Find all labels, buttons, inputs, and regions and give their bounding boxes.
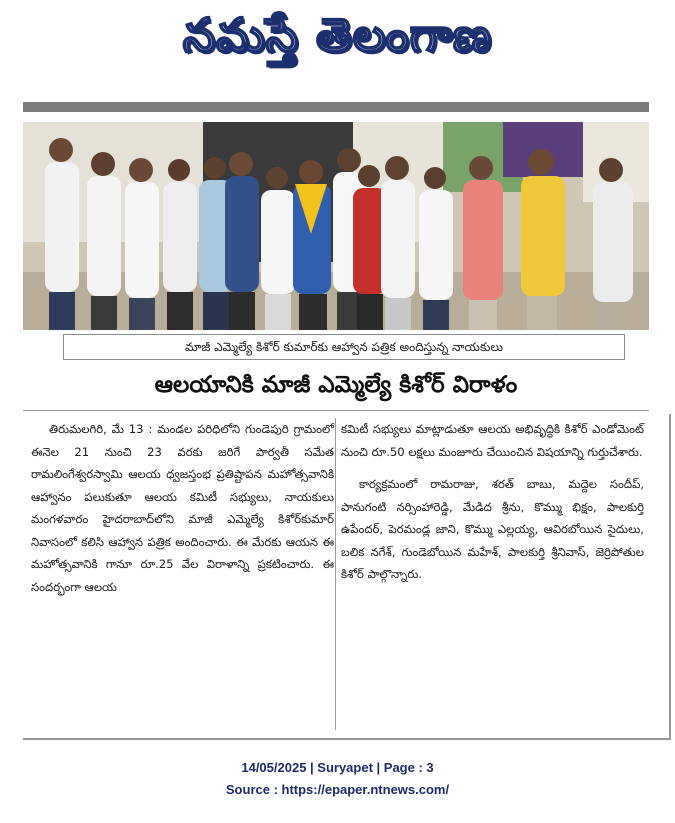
article-paragraph bbox=[31, 418, 334, 598]
news-photo bbox=[23, 122, 649, 330]
article-dateline: తిరుమలగిరి, మే 13 : bbox=[49, 422, 153, 436]
masthead-rule bbox=[23, 102, 649, 112]
clipping-border-bottom bbox=[23, 738, 671, 740]
article-column-left bbox=[31, 418, 334, 606]
headline-divider bbox=[23, 410, 649, 411]
masthead bbox=[0, 0, 675, 92]
group-photo-illustration bbox=[23, 122, 649, 330]
edition-info: 14/05/2025 | Suryapet | Page : 3 bbox=[241, 760, 434, 775]
news-clipping bbox=[23, 118, 651, 742]
source-link[interactable]: Source : https://epaper.ntnews.com/ bbox=[225, 782, 450, 797]
article-paragraph: కమిటీ సభ్యులు మాట్లాడుతూ ఆలయ అభివృద్ధికి కిశోర్ ఎండోమెంట్ నుంచి రూ.50 లక్షలు మంజూరు చేయించిన విషయాన్ని గుర్తుచేశారు. bbox=[341, 422, 644, 459]
article-paragraph: కార్యక్రమంలో రామరాజు, శరత్ బాబు, మద్దెల సందీప్, పానుగంటి నర్సింహారెడ్డి, మేడిద శ్రీను, కొమ్ము భిక్షం, పాలకుర్తి ఉపేందర్, పెరమండ్ల జాని, కొమ్ము ఎల్లయ్య, ఆవిరబోయిన సైదులు, బలిక నగేశ్, గుండెబోయిన మహేశ్, పాలకుర్తి శ్రీనివాస్, జెర్రిపోతుల కిశోర్ పాల్గొన్నారు. bbox=[341, 477, 644, 581]
column-divider bbox=[335, 418, 336, 730]
newspaper-title: నమస్తే తెలంగాణ bbox=[182, 8, 493, 62]
clipping-border-right bbox=[669, 414, 671, 740]
article-column-right bbox=[341, 418, 644, 594]
article-body-text: మండల పరిధిలోని గుండెపురి గ్రామంలో ఈనెల 21 నుంచి 23 వరకు జరిగే పార్వతీ సమేత రామలింగేశ్వరస్వామి ఆలయ ధ్వజస్తంభ ప్రతిష్టాపన మహోత్సవానికి ఆహ్వానం పలుకుతూ ఆలయ కమిటీ సభ్యులు, నాయకులు మంగళవారం హైదరాబాద్‌లోని మాజీ ఎమ్మెల్యే కిశోర్‌కుమార్ నివాసంలో కలిసి ఆహ్వాన పత్రిక అందించారు. ఈ మేరకు ఆయన ఈ మహోత్సవానికి గానూ రూ.25 వేల విరాళాన్ని ప్రకటించారు. ఈ సందర్భంగా ఆలయ bbox=[31, 422, 334, 594]
photo-caption: మాజీ ఎమ్మెల్యే కిశోర్ కుమార్‌కు ఆహ్వాన పత్రిక అందిస్తున్న నాయకులు bbox=[63, 334, 625, 360]
article-headline: ఆలయానికి మాజీ ఎమ్మెల్యే కిశోర్ విరాళం bbox=[154, 372, 518, 398]
source-footer bbox=[0, 757, 675, 801]
